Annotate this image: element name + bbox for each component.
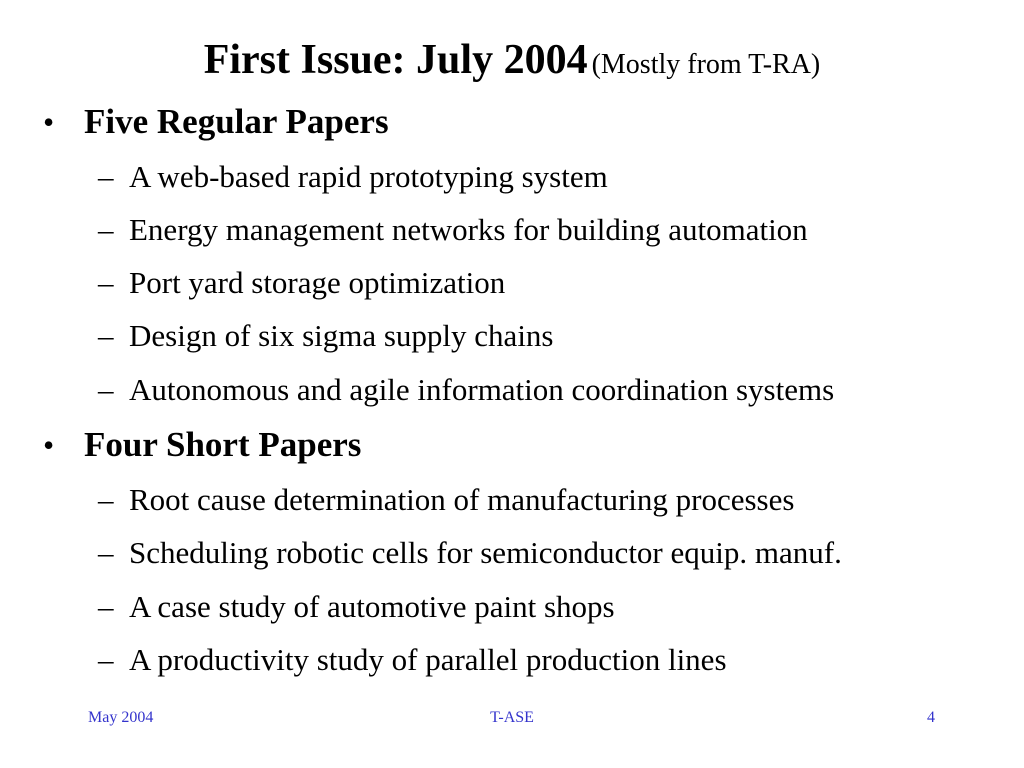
list-item-text: A web-based rapid prototyping system bbox=[129, 159, 608, 194]
dash-icon: – bbox=[98, 535, 114, 570]
footer-title: T-ASE bbox=[490, 709, 534, 726]
list-item-text: A case study of automotive paint shops bbox=[129, 589, 615, 624]
section-heading-text: Five Regular Papers bbox=[84, 102, 389, 141]
dash-icon: – bbox=[98, 642, 114, 677]
list-item-text: Energy management networks for building automation bbox=[129, 212, 808, 247]
slide-title bbox=[0, 36, 1024, 84]
dash-icon: – bbox=[98, 589, 114, 624]
list-item-text: A productivity study of parallel production lines bbox=[129, 642, 727, 677]
list-item-text: Autonomous and agile information coordination systems bbox=[129, 372, 835, 407]
dash-icon: – bbox=[98, 159, 114, 194]
list-item-text: Scheduling robotic cells for semiconductor equip. manuf. bbox=[129, 535, 842, 570]
title-main: First Issue: July 2004 bbox=[203, 37, 588, 83]
dash-icon: – bbox=[98, 318, 114, 353]
dash-icon: – bbox=[98, 372, 114, 407]
dash-icon: – bbox=[98, 265, 114, 300]
list-item-text: Port yard storage optimization bbox=[129, 265, 506, 300]
dash-icon: – bbox=[98, 212, 114, 247]
bullet-icon: • bbox=[43, 427, 55, 463]
section-heading-text: Four Short Papers bbox=[84, 425, 362, 464]
footer-page-number: 4 bbox=[927, 709, 935, 726]
title-subtitle: (Mostly from T-RA) bbox=[591, 49, 821, 80]
footer-date: May 2004 bbox=[88, 709, 154, 726]
bullet-icon: • bbox=[43, 104, 55, 140]
list-item-text: Root cause determination of manufacturing processes bbox=[129, 482, 795, 517]
dash-icon: – bbox=[98, 482, 114, 517]
list-item-text: Design of six sigma supply chains bbox=[129, 318, 554, 353]
